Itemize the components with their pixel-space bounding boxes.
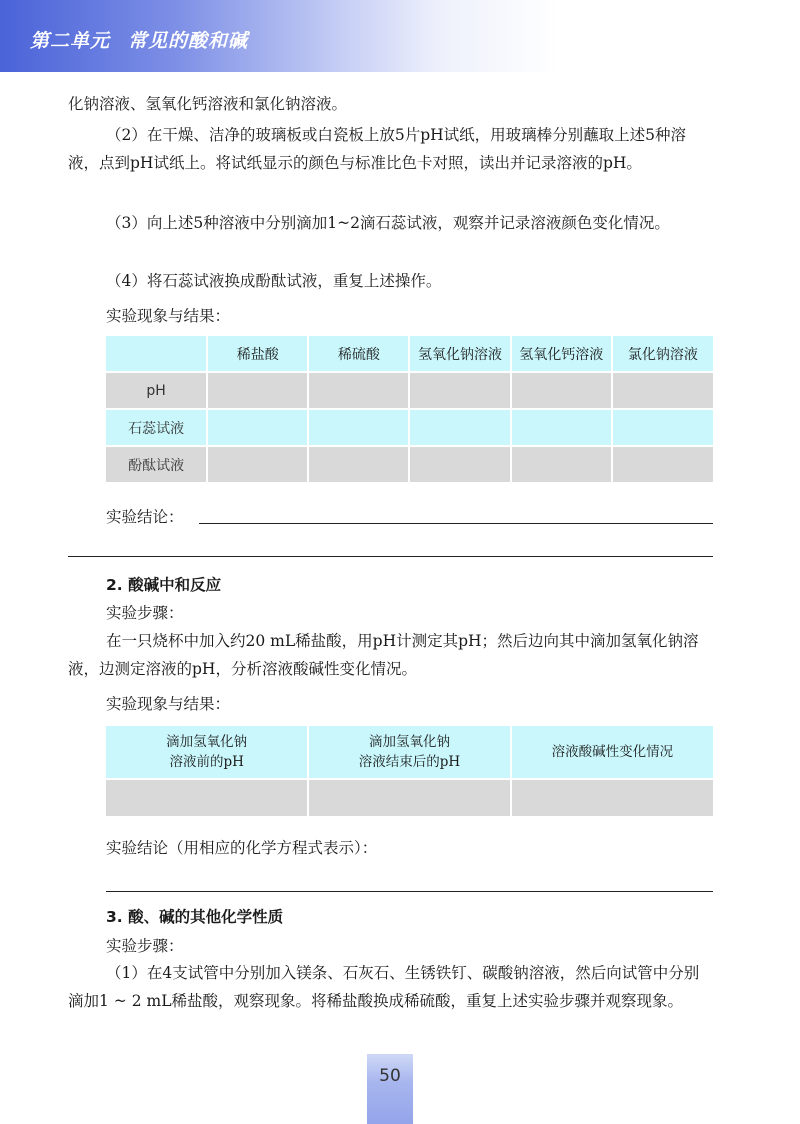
header-line: 滴加氢氧化钠 <box>166 734 248 750</box>
indicator-table <box>106 336 713 484</box>
step-3: （3）向上述5种溶液中分别滴加1~2滴石蕊试液，观察并记录溶液颜色变化情况。 <box>106 214 670 232</box>
section-3-heading: 3. 酸、碱的其他化学性质 <box>106 908 284 926</box>
page-number-badge <box>367 1054 413 1124</box>
table-cell[interactable] <box>106 779 308 816</box>
table-cell[interactable] <box>409 372 510 409</box>
table-cell[interactable] <box>511 372 612 409</box>
unit-label: 第二单元 <box>30 30 111 52</box>
header-line: 溶液前的pH <box>169 754 244 770</box>
table-cell[interactable] <box>511 779 713 816</box>
header-title <box>30 26 266 53</box>
table-cell[interactable] <box>612 372 713 409</box>
header-line: 滴加氢氧化钠 <box>368 734 450 750</box>
row-header-phenolphthalein: 酚酞试液 <box>106 446 207 483</box>
table-cell[interactable] <box>511 446 612 483</box>
step-4: （4）将石蕊试液换成酚酞试液，重复上述操作。 <box>106 272 442 290</box>
table-cell[interactable] <box>409 409 510 446</box>
steps-label-3: 实验步骤： <box>106 937 184 955</box>
page-number: 50 <box>379 1066 401 1086</box>
table-cell[interactable] <box>308 446 409 483</box>
result-label-1: 实验现象与结果： <box>106 307 231 325</box>
neutralization-table <box>106 726 713 816</box>
table-cell[interactable] <box>409 446 510 483</box>
row-header-ph: pH <box>106 372 207 409</box>
table-cell[interactable] <box>308 372 409 409</box>
header-line: 溶液结束后的pH <box>358 754 461 770</box>
conclusion-label-2: 实验结论（用相应的化学方程式表示）： <box>106 839 378 857</box>
answer-line[interactable] <box>106 891 713 892</box>
table-header-cell: 稀硫酸 <box>308 336 409 372</box>
steps-label-2: 实验步骤： <box>106 604 184 622</box>
table-header-cell <box>106 726 308 779</box>
table-cell[interactable] <box>207 372 308 409</box>
step-2: （2）在干燥、洁净的玻璃板或白瓷板上放5片pH试纸，用玻璃棒分别蘸取上述5种溶液，点到pH试纸上。将试纸显示的颜色与标准比色卡对照，读出并记录溶液的pH。 <box>68 126 687 172</box>
conclusion-label-1: 实验结论： <box>106 508 184 526</box>
table-cell[interactable] <box>207 409 308 446</box>
table-cell[interactable] <box>612 446 713 483</box>
row-header-litmus: 石蕊试液 <box>106 409 207 446</box>
table-header-cell: 氢氧化钠溶液 <box>409 336 510 372</box>
result-label-2: 实验现象与结果： <box>106 695 231 713</box>
table-header-cell: 氢氧化钙溶液 <box>511 336 612 372</box>
table-cell[interactable] <box>612 409 713 446</box>
table-header-cell <box>106 336 207 372</box>
table-header-cell: 稀盐酸 <box>207 336 308 372</box>
section-3-step-1: （1）在4支试管中分别加入镁条、石灰石、生锈铁钉、碳酸钠溶液，然后向试管中分别滴加1 ~ 2 mL稀盐酸，观察现象。将稀盐酸换成稀硫酸，重复上述实验步骤并观察现象。 <box>68 964 700 1010</box>
table-header-cell: 氯化钠溶液 <box>612 336 713 372</box>
section-2-text: 在一只烧杯中加入约20 mL稀盐酸，用pH计测定其pH；然后边向其中滴加氢氧化钠溶液，边测定溶液的pH，分析溶液酸碱性变化情况。 <box>68 632 699 678</box>
answer-line[interactable] <box>199 523 713 524</box>
table-cell[interactable] <box>511 409 612 446</box>
table-header-cell: 溶液酸碱性变化情况 <box>511 726 713 779</box>
table-cell[interactable] <box>308 409 409 446</box>
table-cell[interactable] <box>308 779 510 816</box>
continued-line: 化钠溶液、氢氧化钙溶液和氯化钠溶液。 <box>68 95 348 113</box>
unit-title: 常见的酸和碱 <box>128 30 249 52</box>
answer-line[interactable] <box>68 556 713 557</box>
table-header-cell <box>308 726 510 779</box>
section-2-heading: 2. 酸碱中和反应 <box>106 576 222 594</box>
table-cell[interactable] <box>207 446 308 483</box>
